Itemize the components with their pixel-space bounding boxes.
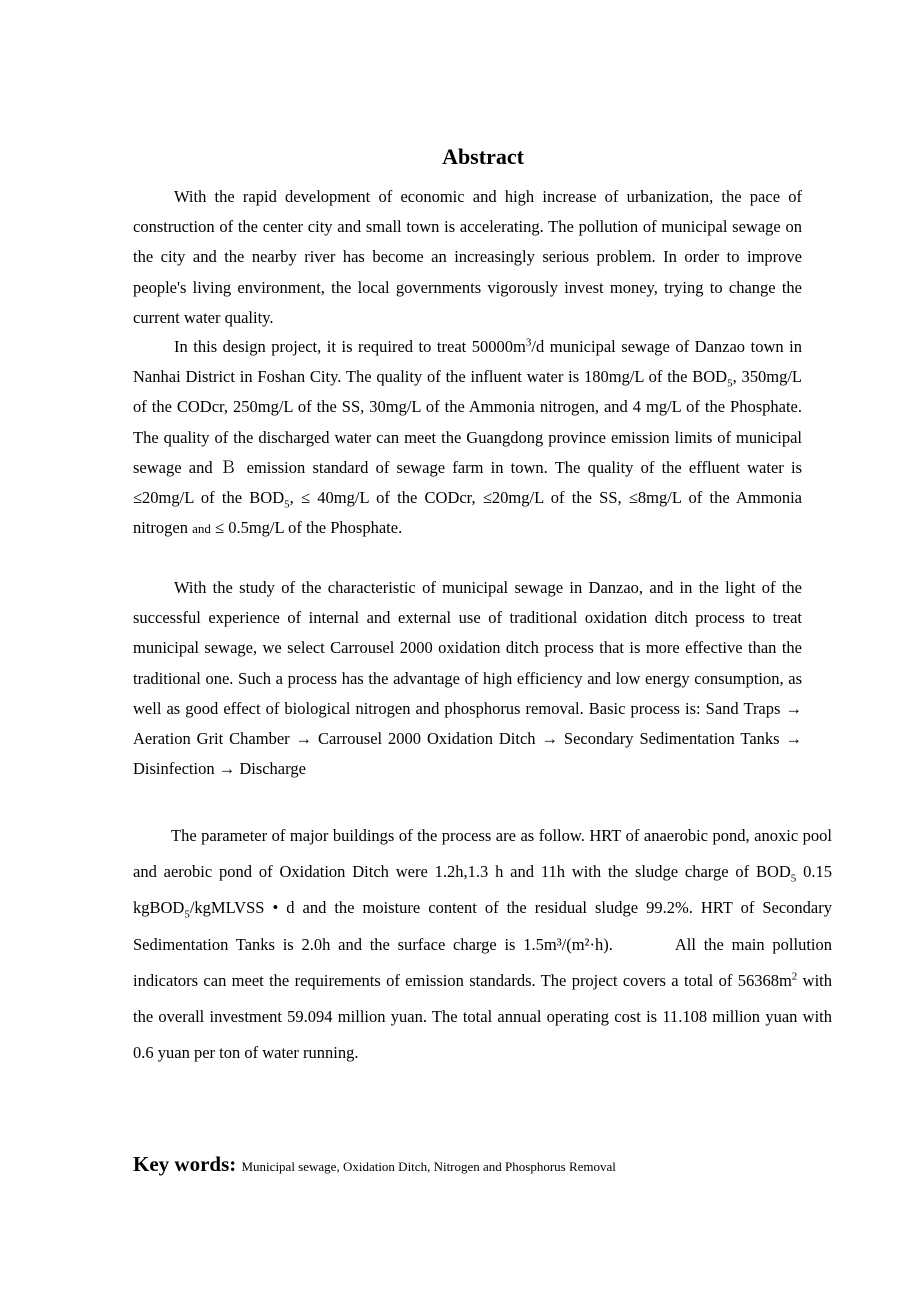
paragraph-3-text: With the study of the characteristic of municipal sewage in Danzao, and in the light of the successful experience of internal and external use of traditional oxidation ditch process to treat municipal sewage, we select Carrousel 2000 oxidation ditch process that is more effective than the traditional one. Such a process has the advantage of high efficiency and low energy consumption, as well as good effect of biological nitrogen and phosphorus removal. Basic process is: Sand Traps → Aeration Grit Chamber → Carrousel 2000 Oxidation Ditch → Secondary Sedimentation Tanks → Disinfection → Discharge [133,578,802,779]
p4-sub-5a: 5 [790,872,797,885]
p2-sup-3: 3 [525,336,532,349]
p4-text-d: All the main pollution indicators can meet the requirements of emission standards. The project covers a total of 56368m [133,934,832,990]
abstract-paragraph-1 [133,182,802,333]
keywords-text: Municipal sewage, Oxidation Ditch, Nitrogen and Phosphorus Removal [241,1159,616,1174]
abstract-paragraph-4 [133,818,832,1071]
p2-and-small: and [192,521,211,537]
p2-text-c: , 350mg/L of the CODcr, 250mg/L of the SS, 30mg/L of the Ammonia nitrogen, and 4 mg/L of the Phosphate. The quality of the discharged water can meet the Guangdong province emission limits of municipal sewage and Ｂ emission standard of sewage farm in town. The quality of the effluent water is ≤20mg/L of the BOD [133,367,803,508]
keywords-label: Key words: [133,1152,237,1176]
keywords-line [133,1150,616,1181]
p2-text-d: , ≤ 40mg/L of the CODcr, ≤20mg/L of the SS, ≤8mg/L of the Ammonia nitrogen [133,488,802,538]
page-title: Abstract [442,144,524,169]
p2-text-b: /d municipal sewage of Danzao town in Nanhai District in Foshan City. The quality of the influent water is 180mg/L of the BOD [133,337,802,387]
abstract-paragraph-3 [133,573,802,784]
p4-sup-2: 2 [791,970,798,983]
p2-text-e: ≤ 0.5mg/L of the Phosphate. [210,518,403,538]
p4-sub-5b: 5 [184,908,190,921]
p2-text-a: In this design project, it is required to treat 50000m [174,337,526,356]
p4-text-c: /kgMLVSS • d and the moisture content of the residual sludge 99.2%. HRT of Secondary Sedimentation Tanks is 2.0h and the surface charge is 1.5m³/(m²·h). [133,898,832,954]
abstract-paragraph-2 [133,332,802,544]
p2-sub-5a: 5 [727,377,733,390]
p2-sub-5b: 5 [284,498,290,511]
paragraph-1-text: With the rapid development of economic and high increase of urbanization, the pace of construction of the center city and small town is accelerating. The pollution of municipal sewage on the city and the nearby river has become an increasingly serious problem. In order to improve people's living environment, the local governments vigorously invest money, trying to change the current water quality. [133,187,802,327]
p4-text-e: with the overall investment 59.094 million yuan. The total annual operating cost is 11.108 million yuan with 0.6 yuan per ton of water running. [133,970,832,1063]
p4-text-a: The parameter of major buildings of the process are as follow. HRT of anaerobic pond, anoxic pool and aerobic pond of Oxidation Ditch were 1.2h,1.3 h and 11h with the sludge charge of BOD [133,826,832,882]
p4-text-b: 0.15 kgBOD [133,862,833,918]
